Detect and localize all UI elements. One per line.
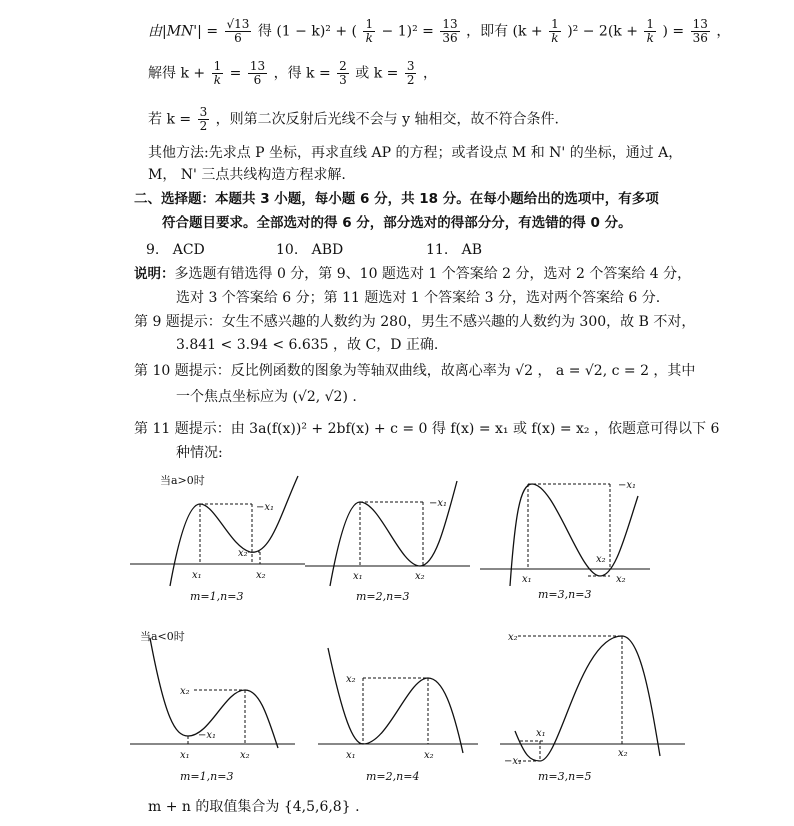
x1-label: x₁: [192, 570, 202, 581]
x1-label: x₁: [346, 750, 356, 761]
numerator: 3: [199, 105, 208, 119]
graph-4-svg: [130, 638, 300, 763]
x1-label: x₁: [180, 750, 190, 761]
hint-9-line-1: 第 9 题提示：女生不感兴趣的人数约为 280，男生不感兴趣的人数约为 300，故 B 不对，: [134, 314, 696, 330]
text-segment: 解得 k +: [148, 65, 206, 82]
denominator: k: [551, 31, 559, 45]
x2-level-label: x₂: [596, 554, 606, 565]
note-label: 说明：: [134, 266, 175, 282]
graph-5: [318, 648, 483, 767]
neg-x1-label: −x₁: [504, 756, 523, 767]
x2-level-label: x₂: [180, 686, 190, 697]
x2-level-label: x₂: [346, 674, 356, 685]
text-segment: ，: [716, 23, 731, 40]
x2-label: x₂: [424, 750, 434, 761]
text-segment: =: [229, 65, 242, 82]
graph-3: [480, 476, 655, 590]
graph-3-svg: [480, 476, 655, 586]
numerator: 2: [339, 59, 347, 73]
answer-10: [276, 241, 343, 259]
equation-line-3: [148, 106, 559, 133]
denominator: 6: [253, 73, 262, 87]
graph-6-svg: [500, 616, 690, 766]
x2-label: x₂: [616, 574, 626, 585]
answer-value: ACD: [172, 242, 205, 258]
fraction: [248, 60, 267, 87]
text-segment: ，则第二次反射后光线不会与 y 轴相交，故不符合条件.: [215, 111, 559, 128]
text-segment: 由|MN'| =: [148, 23, 219, 40]
answer-9: [146, 241, 205, 259]
fraction: [198, 106, 210, 133]
graph-6: [500, 616, 690, 770]
numerator: √13: [226, 17, 250, 31]
fraction: [691, 18, 710, 45]
fraction: [225, 18, 252, 45]
fraction: [363, 18, 375, 45]
denominator: 36: [442, 31, 458, 45]
text-segment: )² − 2(k +: [567, 23, 638, 40]
numerator: 13: [249, 59, 266, 73]
fraction: [212, 60, 224, 87]
denominator: 2: [406, 73, 415, 87]
text-segment: ，即有 (k +: [466, 23, 543, 40]
text-segment: 得 (1 − k)² + (: [257, 23, 357, 40]
numerator: 1: [551, 17, 559, 31]
graph-5-svg: [318, 648, 483, 763]
caption-6: m=3,n=5: [538, 770, 592, 783]
x2-label: x₂: [240, 750, 250, 761]
fraction: [405, 60, 417, 87]
x1-label: x₁: [353, 571, 363, 582]
neg-x1-label: −x₁: [618, 480, 637, 491]
answer-number: 10.: [276, 242, 299, 258]
text-segment: 若 k =: [148, 111, 192, 128]
group-label-positive: 当a>0时: [160, 474, 205, 487]
hint-9-line-2: 3.841 < 3.94 < 6.635 ，故 C，D 正确.: [176, 337, 439, 353]
caption-2: m=2,n=3: [356, 590, 410, 603]
denominator: k: [365, 31, 373, 45]
answer-value: ABD: [311, 242, 344, 258]
caption-5: m=2,n=4: [366, 770, 420, 783]
denominator: 2: [199, 119, 208, 133]
denominator: k: [646, 31, 654, 45]
graph-4: [130, 638, 300, 767]
graph-1: [130, 476, 310, 590]
numerator: 1: [646, 17, 655, 31]
section-heading-cont: 符合题目要求。全部选对的得 6 分，部分选对的得部分分，有选错的得 0 分。: [162, 215, 632, 231]
fraction: [644, 18, 656, 45]
denominator: 3: [339, 73, 347, 87]
neg-x1-label: −x₁: [429, 498, 448, 509]
hint-10-line-2: 一个焦点坐标应为 (√2, √2) .: [176, 389, 357, 405]
hint-10-line-1: 第 10 题提示：反比例函数的图象为等轴双曲线，故离心率为 √2 ， a = √2, c = 2 ，其中: [134, 363, 696, 379]
denominator: 6: [234, 31, 242, 45]
section-heading: 二、选择题：本题共 3 小题，每小题 6 分，共 18 分。在每小题给出的选项中，有多项: [134, 191, 659, 207]
text-segment: ，: [422, 65, 437, 82]
numerator: 13: [692, 17, 708, 31]
conclusion: m + n 的取值集合为 {4,5,6,8} .: [148, 799, 360, 815]
group-label-negative: 当a<0时: [140, 630, 185, 643]
text-segment: 或 k =: [355, 65, 399, 82]
x2-label: x₂: [256, 570, 266, 581]
equation-line-1: [148, 18, 730, 45]
numerator: 1: [365, 17, 374, 31]
text-segment: ) =: [662, 23, 685, 40]
text-segment: − 1)² =: [381, 23, 434, 40]
hint-11-line-1: 第 11 题提示：由 3a(f(x))² + 2bf(x) + c = 0 得 f(x) = x₁ 或 f(x) = x₂ ，依题意可得以下 6: [134, 421, 720, 437]
caption-1: m=1,n=3: [190, 590, 244, 603]
note-line-2: 选对 3 个答案给 6 分；第 11 题选对 1 个答案给 3 分，选对两个答案给 6 分.: [176, 290, 661, 306]
hint-11-line-2: 种情况:: [176, 445, 223, 461]
numerator: 13: [442, 17, 458, 31]
note-text: 多选题有错选得 0 分，第 9、10 题选对 1 个答案给 2 分，选对 2 个答案给 4 分，: [174, 266, 692, 282]
neg-x1-label: −x₁: [198, 730, 217, 741]
x2-level-label: x₂: [238, 548, 248, 559]
answer-number: 9.: [146, 242, 160, 258]
denominator: k: [213, 73, 222, 87]
x2-level-label: x₂: [508, 632, 518, 643]
fraction: [549, 18, 561, 45]
text-segment: ，得 k =: [273, 65, 331, 82]
caption-3: m=3,n=3: [538, 588, 592, 601]
note-line-1: [134, 265, 691, 283]
caption-4: m=1,n=3: [180, 770, 234, 783]
neg-x1-label: −x₁: [256, 502, 275, 513]
answer-value: AB: [461, 242, 483, 258]
x1-label: x₁: [536, 728, 546, 739]
numerator: 1: [213, 59, 222, 73]
equation-line-2: [148, 60, 437, 87]
numerator: 3: [406, 59, 415, 73]
answer-11: [426, 241, 482, 259]
fraction: [337, 60, 349, 87]
graph-2-svg: [305, 476, 475, 586]
other-method-line-1: 其他方法:先求点 P 坐标，再求直线 AP 的方程；或者设点 M 和 N' 的坐标，通过 A，: [148, 145, 683, 161]
x2-label: x₂: [618, 748, 628, 759]
denominator: 36: [692, 31, 708, 45]
answer-number: 11.: [426, 242, 449, 258]
fraction: [440, 18, 459, 45]
x1-label: x₁: [522, 574, 532, 585]
x2-label: x₂: [415, 571, 425, 582]
graph-2: [305, 476, 475, 590]
graph-1-svg: [130, 476, 310, 586]
other-method-line-2: M， N' 三点共线构造方程求解.: [148, 167, 346, 183]
